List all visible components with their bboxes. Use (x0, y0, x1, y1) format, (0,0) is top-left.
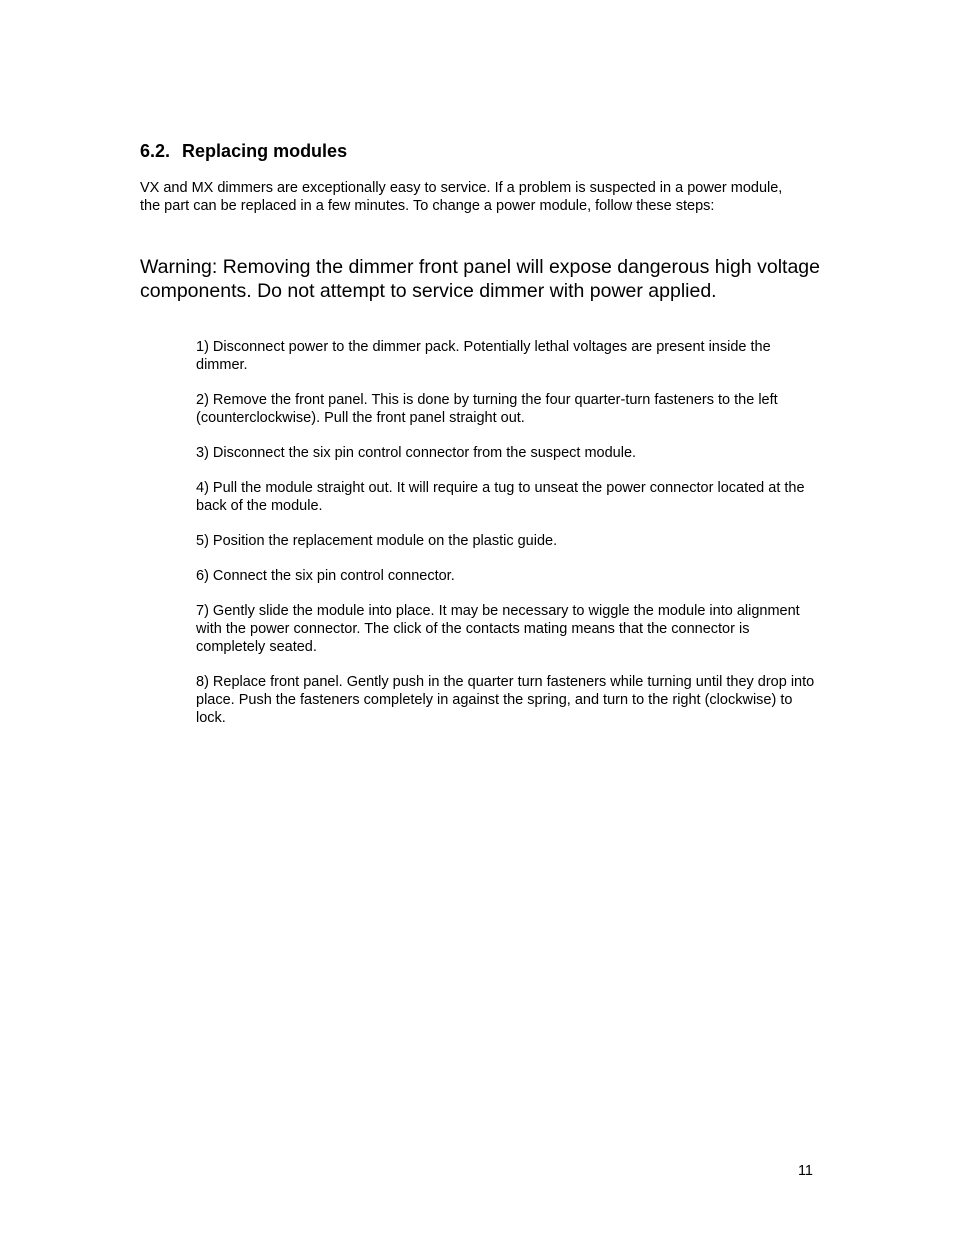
step-item: 5) Position the replacement module on the plastic guide. (196, 533, 558, 549)
step-item: 3) Disconnect the six pin control connector from the suspect module. (196, 445, 637, 461)
step-item: 7) Gently slide the module into place. It may be necessary to wiggle the module into alignment with the power connector. The click of the contacts mating means that the connector is completely seated. (196, 603, 800, 655)
step-item: 4) Pull the module straight out. It will require a tug to unseat the power connector located at the back of the module. (196, 480, 805, 514)
step-item: 1) Disconnect power to the dimmer pack. Potentially lethal voltages are present inside the dimmer. (196, 339, 771, 373)
step-item: 6) Connect the six pin control connector. (196, 568, 455, 584)
step-item: 8) Replace front panel. Gently push in the quarter turn fasteners while turning until they drop into place. Push the fasteners completely in against the spring, and turn to the right (clockwise) to lock. (196, 674, 815, 726)
section-number: 6.2. (140, 141, 171, 161)
step-item: 2) Remove the front panel. This is done by turning the four quarter-turn fasteners to the left (counterclockwise). Pull the front panel straight out. (196, 392, 778, 426)
section-heading (140, 140, 347, 162)
steps-list (196, 338, 821, 744)
section-title: Replacing modules (182, 141, 348, 161)
intro-paragraph: VX and MX dimmers are exceptionally easy to service. If a problem is suspected in a power module, the part can be replaced in a few minutes. To change a power module, follow these steps: (140, 180, 783, 214)
page-number: 11 (797, 1163, 813, 1179)
warning-paragraph: Warning: Removing the dimmer front panel will expose dangerous high voltage components. Do not attempt to service dimmer with power applied. (140, 256, 820, 302)
